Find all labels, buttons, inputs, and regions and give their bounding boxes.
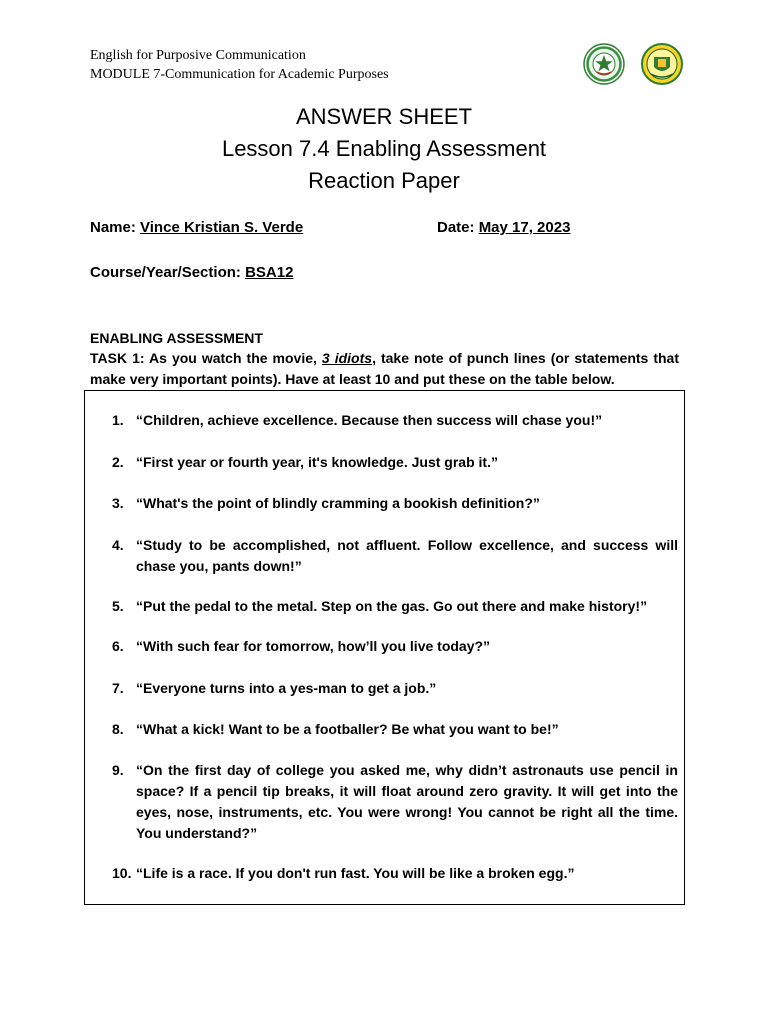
- date-label: Date:: [437, 219, 479, 236]
- task-suffix: , take note of punch lines (or statements that make very important points). Have at least 10 and put these on the table below.: [90, 350, 679, 387]
- name-label: Name:: [90, 219, 141, 236]
- document-header: [90, 46, 389, 84]
- school-emblem-icon: [641, 43, 683, 85]
- item-number: 2.: [112, 454, 124, 470]
- item-text: “Everyone turns into a yes-man to get a job.”: [136, 680, 437, 696]
- list-item: [112, 678, 678, 699]
- list-item: [112, 719, 678, 740]
- item-number: 4.: [112, 537, 124, 553]
- movie-title: 3 idiots: [321, 350, 373, 366]
- item-text: “Study to be accomplished, not affluent. Follow excellence, and success will chase you, pants down!”: [136, 537, 678, 574]
- course-value: BSA12: [245, 264, 294, 281]
- name-field: [90, 218, 303, 238]
- course-title: English for Purposive Communication: [90, 48, 306, 63]
- item-text: “Put the pedal to the metal. Step on the gas. Go out there and make history!”: [136, 598, 648, 614]
- assessment-heading: ENABLING ASSESSMENT: [90, 330, 263, 346]
- list-item: [112, 863, 678, 884]
- list-item: [112, 760, 678, 844]
- item-number: 5.: [112, 598, 124, 614]
- date-value: May 17, 2023: [478, 219, 571, 236]
- document-title: [0, 101, 768, 197]
- item-text: “First year or fourth year, it's knowledge. Just grab it.”: [136, 454, 498, 470]
- item-number: 1.: [112, 412, 124, 428]
- item-number: 10.: [112, 865, 132, 881]
- item-text: “Children, achieve excellence. Because then success will chase you!”: [136, 412, 603, 428]
- item-text: “Life is a race. If you don't run fast. You will be like a broken egg.”: [136, 865, 575, 881]
- module-title: MODULE 7-Communication for Academic Purposes: [90, 67, 389, 82]
- course-label: Course/Year/Section:: [90, 264, 246, 281]
- date-field: [437, 218, 570, 238]
- item-text: “On the first day of college you asked me, why didn’t astronauts use pencil in space? If a pencil tip breaks, it will float around zero gravity. It will get into the eyes, nose, instruments, etc. You were wrong! You cannot be right all the time. You understand?”: [136, 762, 678, 841]
- course-field: [90, 263, 293, 283]
- item-number: 8.: [112, 721, 124, 737]
- item-text: “With such fear for tomorrow, how’ll you live today?”: [136, 638, 491, 654]
- item-text: “What a kick! Want to be a footballer? Be what you want to be!”: [136, 721, 559, 737]
- item-number: 9.: [112, 762, 124, 778]
- item-number: 7.: [112, 680, 124, 696]
- name-value: Vince Kristian S. Verde: [140, 219, 304, 236]
- item-number: 6.: [112, 638, 124, 654]
- list-item: [112, 410, 678, 431]
- item-number: 3.: [112, 495, 124, 511]
- list-item: [112, 452, 678, 473]
- list-item: [112, 636, 678, 657]
- task-instructions: [90, 348, 679, 390]
- list-item: [112, 596, 678, 617]
- list-item: [112, 493, 678, 514]
- task-prefix: TASK 1: As you watch the movie,: [90, 350, 322, 366]
- title-answer-sheet: ANSWER SHEET: [295, 104, 473, 129]
- list-item: [112, 535, 678, 577]
- item-text: “What's the point of blindly cramming a bookish definition?”: [136, 495, 540, 511]
- title-lesson: Lesson 7.4 Enabling Assessment: [221, 136, 547, 161]
- title-reaction-paper: Reaction Paper: [308, 168, 460, 193]
- school-seal-icon: [583, 43, 625, 85]
